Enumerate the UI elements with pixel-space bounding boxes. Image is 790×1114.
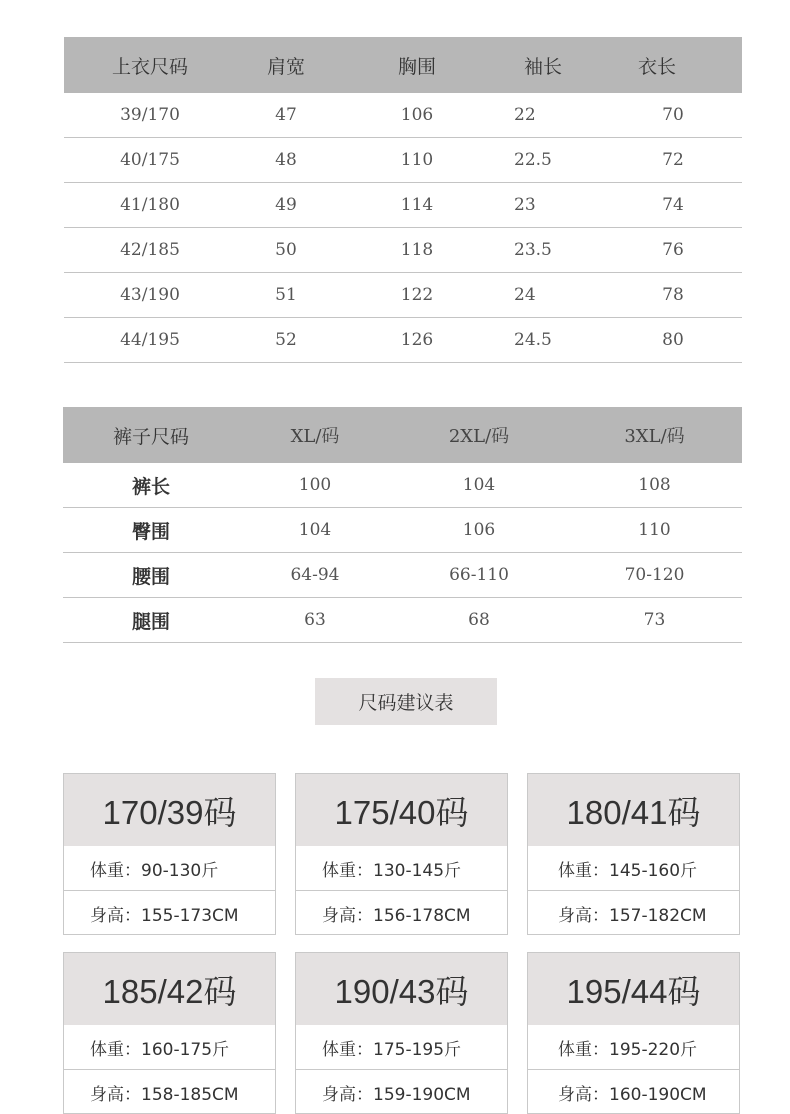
card-size: 180/41码 xyxy=(528,774,739,846)
table-cell: 108 xyxy=(638,475,671,495)
table-cell: 74 xyxy=(662,195,684,215)
table-row xyxy=(63,598,742,643)
card-height: 身高：158-185CM xyxy=(64,1069,275,1114)
card-height: 身高：157-182CM xyxy=(528,890,739,935)
table-cell: 66-110 xyxy=(449,565,509,585)
table-cell: 68 xyxy=(468,610,490,630)
table-cell: 23.5 xyxy=(514,240,552,260)
table-cell: 47 xyxy=(275,105,297,125)
card-height: 身高：156-178CM xyxy=(296,890,507,935)
table-cell: 24 xyxy=(514,285,536,305)
table-row xyxy=(63,463,742,508)
size-suggestion-title: 尺码建议表 xyxy=(315,678,497,725)
card-weight: 体重：130-145斤 xyxy=(322,860,462,881)
card-size: 190/43码 xyxy=(296,953,507,1025)
pants-table-header xyxy=(63,407,742,463)
card-size: 195/44码 xyxy=(528,953,739,1025)
header-cell: 3XL/码 xyxy=(624,426,685,447)
table-cell: 110 xyxy=(638,520,671,540)
table-cell: 23 xyxy=(514,195,536,215)
size-card xyxy=(63,773,276,935)
card-weight: 体重：175-195斤 xyxy=(322,1039,462,1060)
table-cell: 122 xyxy=(400,285,434,305)
header-cell: XL/码 xyxy=(290,426,340,447)
table-cell: 110 xyxy=(400,150,434,170)
table-row xyxy=(64,183,742,228)
header-cell: 裤子尺码 xyxy=(112,425,189,448)
table-cell: 114 xyxy=(400,195,434,215)
top-table-header xyxy=(64,37,742,93)
table-cell: 39/170 xyxy=(120,105,180,125)
card-height: 身高：155-173CM xyxy=(64,890,275,935)
card-size: 170/39码 xyxy=(64,774,275,846)
table-cell: 76 xyxy=(662,240,684,260)
table-cell: 104 xyxy=(462,475,496,495)
table-cell: 104 xyxy=(298,520,332,540)
header-cell: 2XL/码 xyxy=(448,426,510,447)
top-size-table xyxy=(64,37,742,363)
table-row xyxy=(64,228,742,273)
table-cell: 50 xyxy=(275,240,297,260)
table-cell: 70 xyxy=(662,105,684,125)
size-card xyxy=(63,952,276,1114)
row-label: 腰围 xyxy=(131,565,170,588)
row-label: 腿围 xyxy=(131,610,170,633)
size-card xyxy=(527,952,740,1114)
size-card xyxy=(295,952,508,1114)
table-cell: 100 xyxy=(298,475,332,495)
table-cell: 73 xyxy=(643,610,666,630)
row-label: 裤长 xyxy=(131,475,170,498)
table-cell: 70-120 xyxy=(624,565,685,585)
table-cell: 126 xyxy=(400,330,434,350)
table-cell: 24.5 xyxy=(514,330,552,350)
card-weight: 体重：160-175斤 xyxy=(90,1039,230,1060)
table-cell: 44/195 xyxy=(120,330,180,350)
table-cell: 22 xyxy=(514,105,536,125)
size-card xyxy=(295,773,508,935)
table-cell: 52 xyxy=(275,330,297,350)
header-cell: 袖长 xyxy=(523,55,562,78)
header-cell: 胸围 xyxy=(397,55,436,78)
card-height: 身高：160-190CM xyxy=(528,1069,739,1114)
table-cell: 72 xyxy=(662,150,684,170)
card-size: 175/40码 xyxy=(296,774,507,846)
table-cell: 49 xyxy=(275,195,297,215)
table-cell: 51 xyxy=(275,285,297,305)
table-row xyxy=(63,553,742,598)
header-cell: 上衣尺码 xyxy=(111,55,188,78)
size-card xyxy=(527,773,740,935)
header-cell: 肩宽 xyxy=(266,55,305,78)
table-row xyxy=(63,508,742,553)
card-weight: 体重：145-160斤 xyxy=(558,860,698,881)
table-cell: 41/180 xyxy=(120,195,180,215)
card-height: 身高：159-190CM xyxy=(296,1069,507,1114)
table-cell: 106 xyxy=(462,520,496,540)
table-cell: 42/185 xyxy=(120,240,180,260)
table-cell: 63 xyxy=(304,610,326,630)
table-row xyxy=(64,138,742,183)
table-cell: 106 xyxy=(400,105,434,125)
table-cell: 40/175 xyxy=(120,150,180,170)
table-row xyxy=(64,273,742,318)
table-cell: 64-94 xyxy=(290,565,340,585)
table-cell: 78 xyxy=(662,285,684,305)
header-cell: 衣长 xyxy=(637,55,676,78)
table-row xyxy=(64,93,742,138)
table-cell: 48 xyxy=(275,150,297,170)
table-cell: 43/190 xyxy=(120,285,180,305)
pants-size-table xyxy=(63,407,742,643)
card-weight: 体重：90-130斤 xyxy=(90,860,219,881)
table-cell: 80 xyxy=(662,330,684,350)
card-size: 185/42码 xyxy=(64,953,275,1025)
table-cell: 22.5 xyxy=(514,150,552,170)
table-row xyxy=(64,318,742,363)
card-weight: 体重：195-220斤 xyxy=(558,1039,698,1060)
row-label: 臀围 xyxy=(131,520,170,543)
table-cell: 118 xyxy=(400,240,434,260)
